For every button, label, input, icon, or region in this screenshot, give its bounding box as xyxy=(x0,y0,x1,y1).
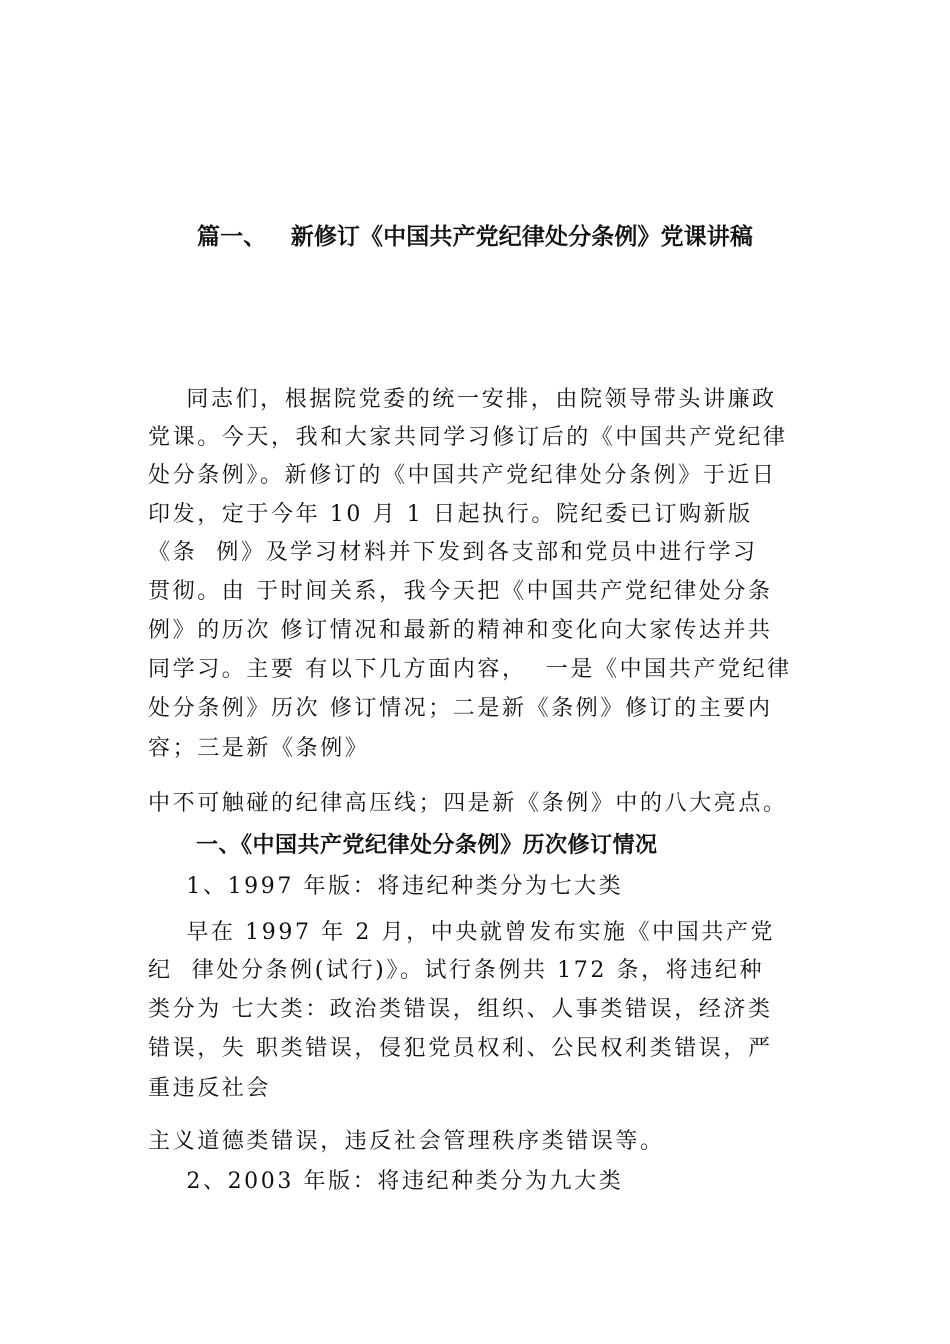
intro-line: 容；三是新《条例》 xyxy=(148,736,370,761)
intro-line: 处分条例》历次 修订情况；二是新《条例》修订的主要内 xyxy=(148,696,773,721)
intro-line: 例》的历次 修订情况和最新的精神和变化向大家传达并共 xyxy=(148,618,773,643)
body-line: 早在 1997 年 2 月，中央就曾发布实施《中国共产党 xyxy=(148,920,776,945)
intro-line: 党课。今天，我和大家共同学习修订后的《中国共产党纪律 xyxy=(148,425,788,450)
body-line: 主义道德类错误，违反社会管理秩序类错误等。 xyxy=(148,1129,665,1154)
intro-line: 中不可触碰的纪律高压线；四是新《条例》中的八大亮点。 xyxy=(148,791,788,816)
intro-line: 同志们，根据院党委的统一安排，由院领导带头讲廉政 xyxy=(148,387,777,412)
intro-line: 同学习。主要 有以下几方面内容， 一是《中国共产党纪律 xyxy=(148,657,792,682)
intro-line: 处分条例》。新修订的《中国共产党纪律处分条例》于近日 xyxy=(148,463,777,488)
body-line: 类分为 七大类：政治类错误，组织、人事类错误，经济类 xyxy=(148,997,773,1022)
body-line: 重违反社会 xyxy=(148,1076,272,1101)
body-line: 错误，失 职类错误，侵犯党员权利、公民权利类错误，严 xyxy=(148,1036,773,1061)
document-title: 篇一、 新修订《中国共产党纪律处分条例》党课讲稿 xyxy=(196,224,754,250)
intro-line: 《条 例》及学习材料并下发到各支部和党员中进行学习 xyxy=(148,540,758,565)
subsection-heading: 2、2003 年版：将违纪种类分为九大类 xyxy=(148,1169,624,1194)
intro-line: 贯彻。由 于时间关系，我今天把《中国共产党纪律处分条 xyxy=(148,579,773,604)
section-heading: 一、《中国共产党纪律处分条例》历次修订情况 xyxy=(196,833,658,858)
body-line: 纪 律处分条例(试行)》。试行条例共 172 条，将违纪种 xyxy=(148,958,765,983)
subsection-heading: 1、1997 年版：将违纪种类分为七大类 xyxy=(148,874,624,899)
intro-line: 印发，定于今年 10 月 1 日起执行。院纪委已订购新版 xyxy=(148,502,753,527)
